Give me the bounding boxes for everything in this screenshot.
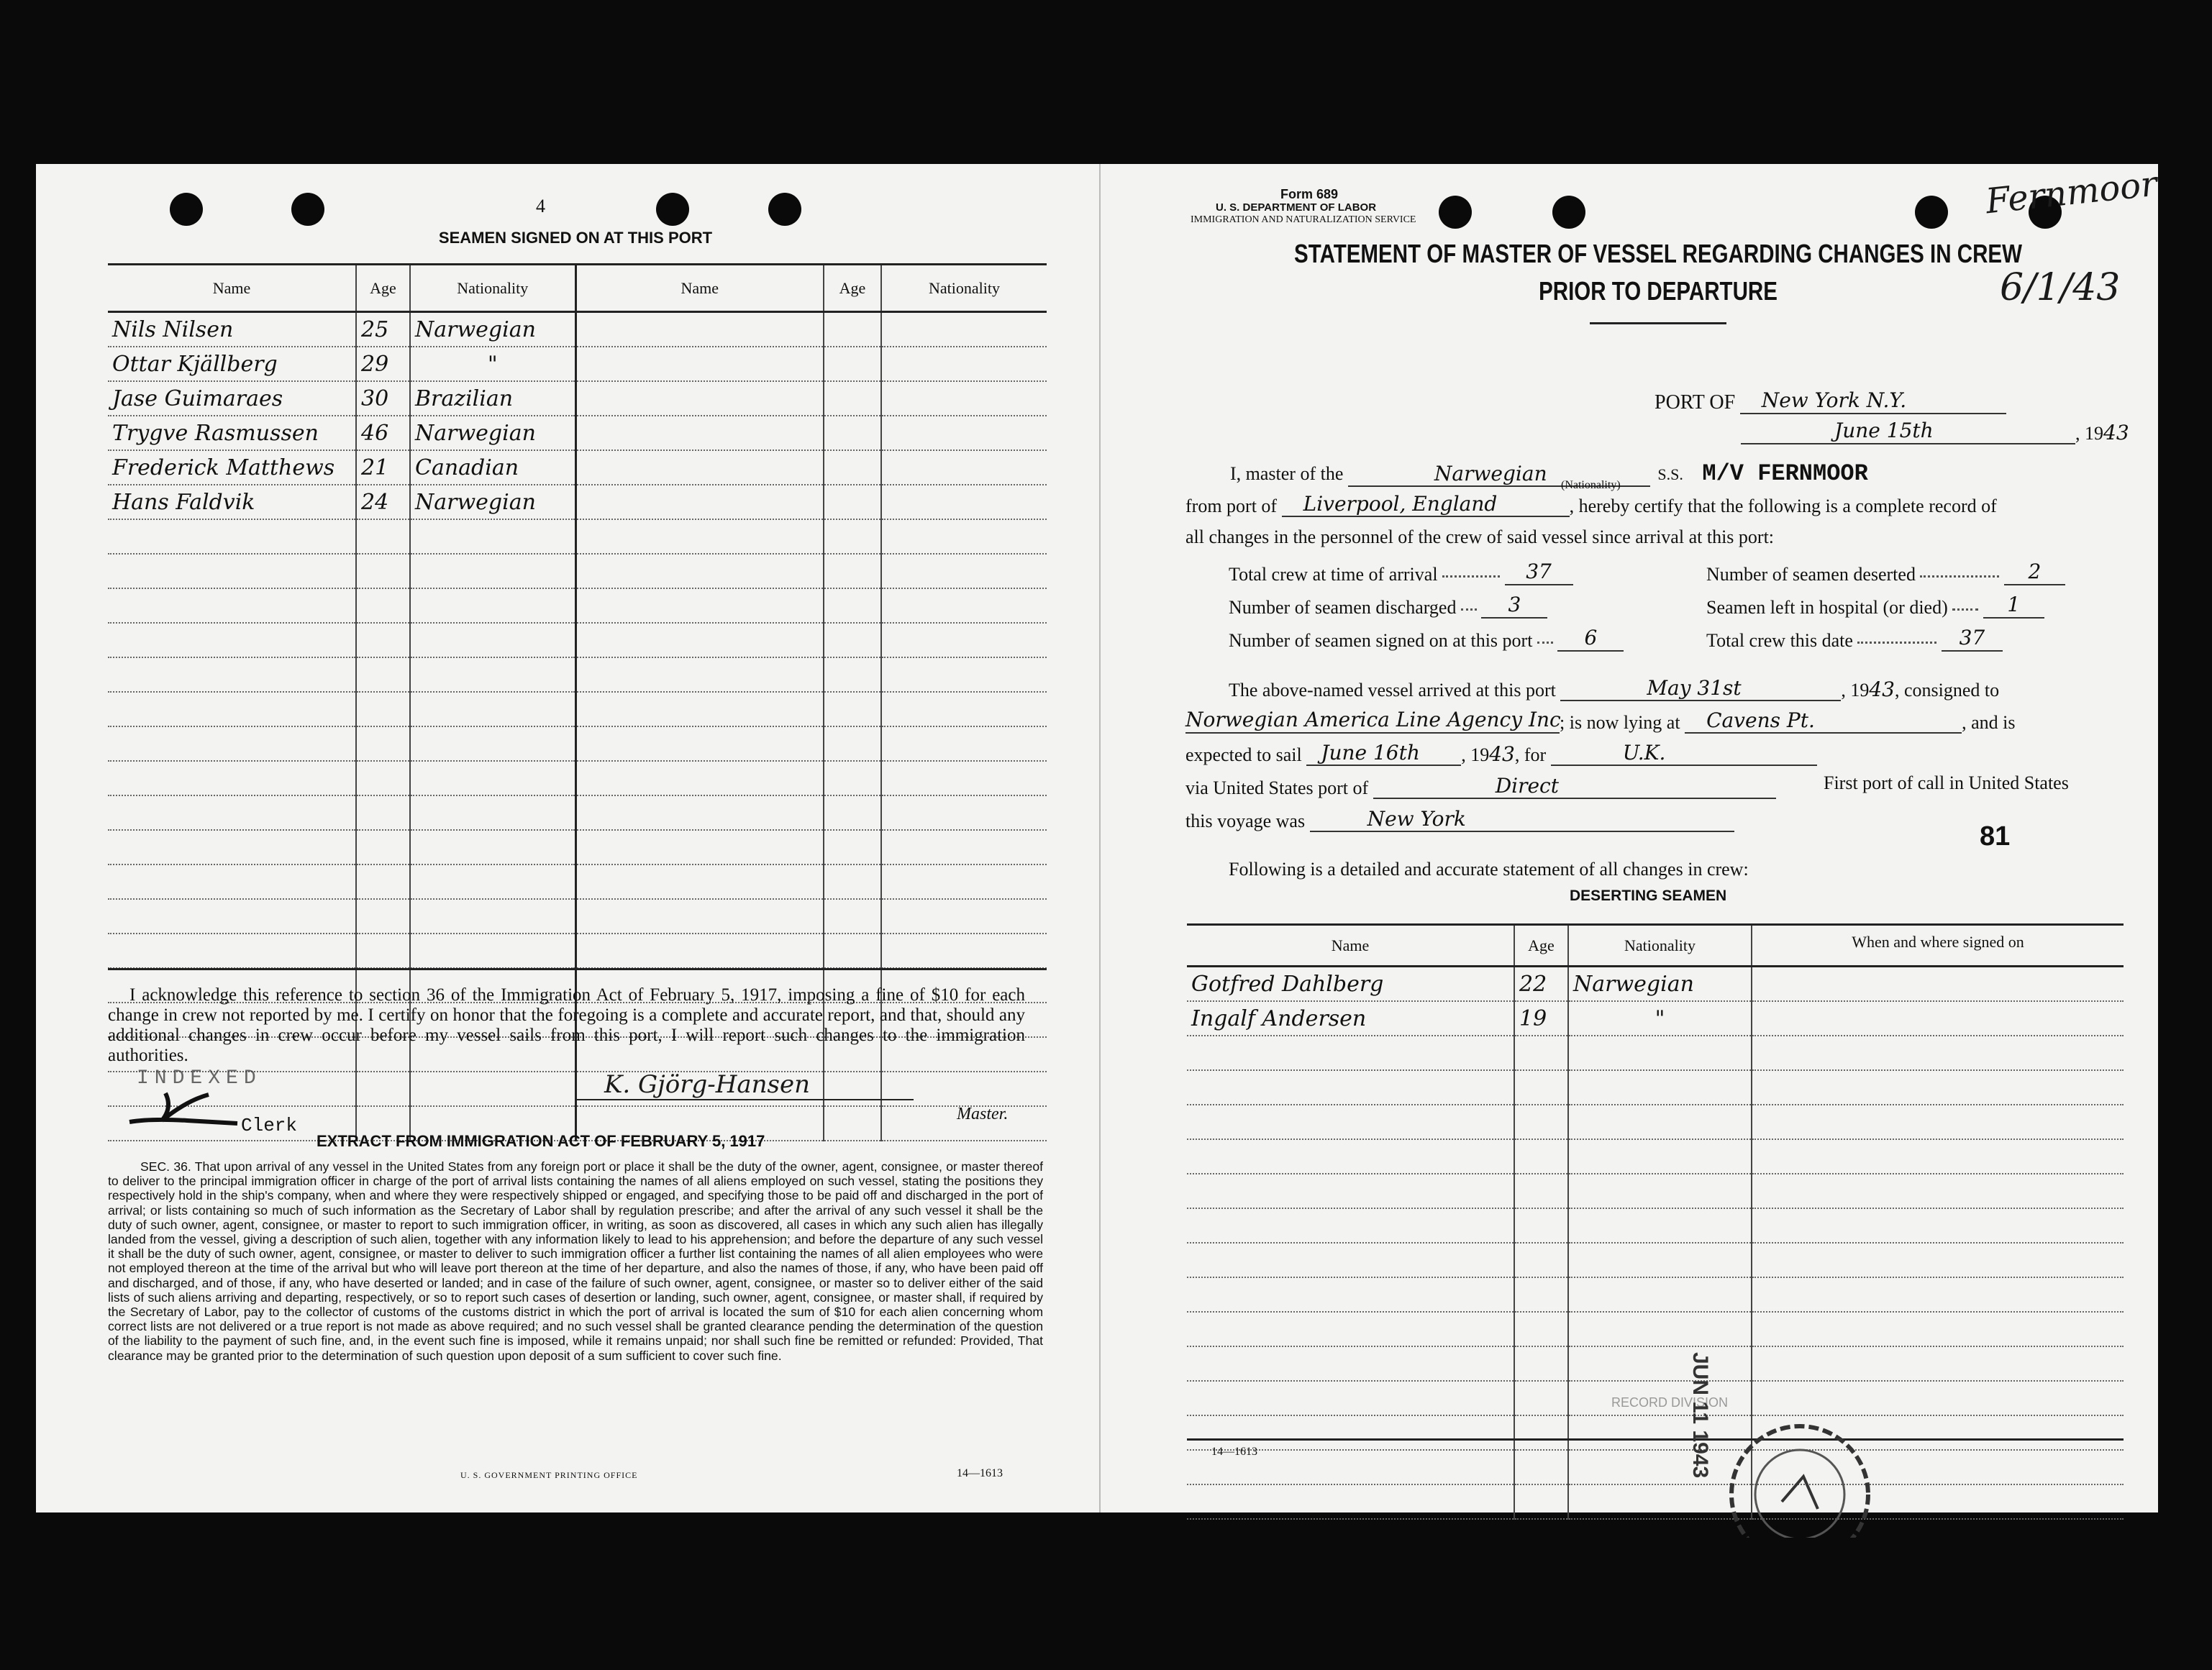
arrived-label: The above-named vessel arrived at this port bbox=[1229, 680, 1556, 701]
from-port-label: from port of bbox=[1185, 496, 1278, 516]
signed-on-count: 6 bbox=[1557, 626, 1624, 652]
table-row bbox=[108, 554, 1047, 588]
total-date-row bbox=[1706, 626, 2003, 652]
deserter-signed-on bbox=[1752, 967, 2124, 1002]
via-row bbox=[1185, 774, 1776, 799]
table-row bbox=[1187, 1174, 2124, 1208]
for-label: , for bbox=[1514, 744, 1547, 765]
seaman-name: Frederick Matthews bbox=[108, 450, 356, 485]
department: U. S. DEPARTMENT OF LABOR bbox=[1216, 201, 1377, 214]
section-36-text: SEC. 36. That upon arrival of any vessel in the United States from any foreign port or place it shall be the duty of the owner, agent, consignee, or master thereof to deliver to the principal immigration officer in charge of the port of arrival lists containing the names of all aliens employed on such vessel, stating the positions they respectively hold in the ship's company, when and where they were respectively shipped or engaged, and specifying those to be paid off and discharged in the port of arrival; or lists containing so much of such information as the Secretary of Labor shall by regulation prescribe; and after the arrival of any such vessel it shall be the duty of such owner, agent, consignee, or master to report to such immigration officer, in writing, as soon as discovered, all cases in which any such alien has illegally landed from the vessel, giving a description of such alien, together with any information likely to lead to his apprehension; and before the departure of any such vessel it shall be the duty of such owner, agent, consignee, or master to deliver to such immigration officer a further list containing the names of all alien employees who were not employed thereon at the time of the arrival but who will leave port thereon at the time of her departure, and also the names of those, if any, who have been paid off and discharged, and of those, if any, who have deserted or landed; and in case of the failure of such owner, agent, consignee, or master so to deliver either of the said lists of such aliens arriving and departing, respectively, or so to report such cases of desertion or landing, such owner, agent, consignee, or master shall, if required by the Secretary of Labor, pay to the collector of customs of the customs district in which the port of arrival is located the sum of $10 for each alien concerning whom correct lists are not delivered or a true report is not made as above required; and no such vessel shall be granted clearance pending the determination of the question of the liability to the payment of such fine, and, in the event such fine is imposed, while it remains unpaid; nor shall such fine be remitted or refunded: Provided, That clearance may be granted prior to the determination of such question upon deposit of a sum sufficient to cover such fine. bbox=[108, 1159, 1043, 1363]
deserting-title: DESERTING SEAMEN bbox=[1570, 888, 1727, 904]
punch-hole bbox=[1552, 196, 1585, 229]
hospital-count: 1 bbox=[1983, 593, 2044, 619]
table-row bbox=[1187, 1277, 2124, 1312]
year-prefix: , 19 bbox=[2075, 423, 2103, 444]
table-row bbox=[108, 899, 1047, 934]
total-crew-date: 37 bbox=[1942, 626, 2003, 652]
changes-text: all changes in the personnel of the crew of said vessel since arrival at this port: bbox=[1185, 526, 1775, 547]
page-fold bbox=[1099, 164, 1101, 1512]
deserting-seamen-table bbox=[1187, 923, 2124, 1520]
punch-hole bbox=[291, 193, 324, 226]
consigned-label: , consigned to bbox=[1894, 680, 2000, 701]
table-bottom-rule bbox=[1187, 1438, 2124, 1441]
table-row bbox=[1187, 1139, 2124, 1174]
extract-title: EXTRACT FROM IMMIGRATION ACT OF FEBRUARY 5, 1917 bbox=[317, 1132, 765, 1150]
form-title-line1: STATEMENT OF MASTER OF VESSEL REGARDING CHANGES IN CREW bbox=[1294, 239, 2022, 268]
master-row bbox=[1230, 460, 1868, 487]
column-header: Age bbox=[356, 265, 410, 312]
arrived-date: May 31st bbox=[1560, 676, 1841, 701]
corner-date: 6/1/43 bbox=[2000, 266, 2121, 309]
service-name: IMMIGRATION AND NATURALIZATION SERVICE bbox=[1191, 214, 1416, 225]
table-row bbox=[1187, 1346, 2124, 1381]
seaman-name: Ottar Kjällberg bbox=[108, 347, 356, 381]
table-row bbox=[108, 381, 1047, 416]
table-row bbox=[108, 657, 1047, 692]
destination: U.K. bbox=[1551, 741, 1817, 766]
corner-note: Fernmoor bbox=[1983, 163, 2159, 222]
table-row bbox=[1187, 967, 2124, 1002]
column-header: Age bbox=[1514, 925, 1568, 967]
table-row bbox=[108, 795, 1047, 830]
from-port-value: Liverpool, England bbox=[1282, 492, 1570, 517]
table-row bbox=[1187, 1312, 2124, 1346]
table-row bbox=[1187, 1105, 2124, 1139]
deserter-age: 22 bbox=[1514, 967, 1568, 1002]
seaman-nationality: Brazilian bbox=[410, 381, 575, 416]
table-row bbox=[1187, 1001, 2124, 1036]
total-arrival-row bbox=[1229, 560, 1573, 585]
column-header: Name bbox=[108, 265, 356, 312]
title-underline bbox=[1590, 322, 1726, 324]
page-stamp: 81 bbox=[1980, 821, 2011, 852]
sail-date: June 16th bbox=[1306, 741, 1461, 766]
table-row bbox=[1187, 1415, 2124, 1450]
master-label: Master. bbox=[957, 1105, 1009, 1123]
column-header: When and where signed on bbox=[1752, 925, 2124, 967]
lying-label: ; is now lying at bbox=[1560, 712, 1680, 733]
seaman-age: 25 bbox=[356, 312, 410, 347]
table-row bbox=[108, 726, 1047, 761]
seaman-nationality: Canadian bbox=[410, 450, 575, 485]
received-date-stamp: JUN 11 1943 bbox=[1688, 1352, 1712, 1479]
lying-at: Cavens Pt. bbox=[1685, 708, 1962, 734]
master-signature: K. Gjörg-Hansen bbox=[604, 1070, 810, 1099]
sail-year: 43 bbox=[1489, 742, 1515, 766]
punch-hole bbox=[656, 193, 689, 226]
table-row bbox=[1187, 1070, 2124, 1105]
table-bottom-rule bbox=[108, 968, 1047, 970]
form-number: Form 689 bbox=[1280, 187, 1339, 201]
following-text: Following is a detailed and accurate statement of all changes in crew: bbox=[1229, 859, 1749, 880]
column-header: Name bbox=[575, 265, 824, 312]
column-header: Age bbox=[824, 265, 881, 312]
table-row bbox=[108, 588, 1047, 623]
total-crew-date-label: Total crew this date bbox=[1706, 630, 1853, 651]
printer-imprint: U. S. GOVERNMENT PRINTING OFFICE bbox=[460, 1470, 638, 1480]
form-code-left: 14—1613 bbox=[957, 1467, 1003, 1479]
deserted-label: Number of seamen deserted bbox=[1706, 564, 1916, 585]
year-value: 43 bbox=[2103, 421, 2129, 444]
seaman-name: Trygve Rasmussen bbox=[108, 416, 356, 450]
voyage-row bbox=[1185, 807, 1734, 832]
via-label: via United States port of bbox=[1185, 777, 1369, 798]
seaman-nationality: Narwegian bbox=[410, 485, 575, 519]
clerk-label: Clerk bbox=[241, 1115, 298, 1136]
punch-hole bbox=[170, 193, 203, 226]
punch-hole bbox=[1915, 196, 1948, 229]
form-title-line2: PRIOR TO DEPARTURE bbox=[1539, 276, 1778, 306]
seaman-age: 24 bbox=[356, 485, 410, 519]
seaman-nationality: " bbox=[410, 347, 575, 381]
via-port: Direct bbox=[1373, 774, 1776, 799]
vessel-nationality: Narwegian bbox=[1348, 462, 1650, 487]
port-of-label: PORT OF bbox=[1655, 391, 1736, 414]
deserter-name: Gotfred Dahlberg bbox=[1187, 967, 1514, 1002]
seaman-name: Nils Nilsen bbox=[108, 312, 356, 347]
column-header: Name bbox=[1187, 925, 1514, 967]
table-row bbox=[108, 312, 1047, 347]
table-row bbox=[1187, 1243, 2124, 1277]
table-row bbox=[108, 830, 1047, 864]
deserter-signed-on bbox=[1752, 1001, 2124, 1036]
seaman-nationality: Narwegian bbox=[410, 416, 575, 450]
signature-line bbox=[575, 1099, 914, 1100]
acknowledgement-text: I acknowledge this reference to section 36 of the Immigration Act of February 5, 1917, imposing a fine of $10 for each change in crew not reported by me. I certify on honor that the foregoing is a complete and accurate report, and that, should any additional changes in crew occur before my vessel sails from this port, I will report such changes to the immigration authorities. bbox=[108, 985, 1025, 1065]
section-title: SEAMEN SIGNED ON AT THIS PORT bbox=[438, 229, 713, 247]
table-row bbox=[1187, 1484, 2124, 1519]
seaman-name: Jase Guimaraes bbox=[108, 381, 356, 416]
master-of-the-label: I, master of the bbox=[1230, 463, 1344, 484]
column-header: Nationality bbox=[881, 265, 1047, 312]
voyage-label: this voyage was bbox=[1185, 811, 1306, 831]
indexed-stamp: INDEXED bbox=[137, 1067, 262, 1090]
discharged-row bbox=[1229, 593, 1547, 619]
expected-label: expected to sail bbox=[1185, 744, 1302, 765]
discharged-label: Number of seamen discharged bbox=[1229, 597, 1457, 618]
clerk-initials bbox=[122, 1086, 245, 1129]
table-row bbox=[108, 623, 1047, 657]
seaman-age: 21 bbox=[356, 450, 410, 485]
port-row bbox=[1655, 388, 2006, 414]
seaman-name: Hans Faldvik bbox=[108, 485, 356, 519]
hospital-row bbox=[1706, 593, 2044, 619]
arrival-row: The above-named vessel arrived at this port May 31st , 1943, consigned to bbox=[1229, 676, 2000, 701]
table-row bbox=[108, 519, 1047, 554]
table-row bbox=[108, 934, 1047, 968]
total-crew-arrival: 37 bbox=[1505, 560, 1573, 585]
table-row bbox=[108, 416, 1047, 450]
deserter-nationality: " bbox=[1568, 1001, 1752, 1036]
consignee: Norwegian America Line Agency Inc bbox=[1185, 708, 1560, 734]
deserter-nationality: Narwegian bbox=[1568, 967, 1752, 1002]
deserted-row bbox=[1706, 560, 2065, 585]
table-row bbox=[108, 485, 1047, 519]
arrived-year: 43 bbox=[1869, 677, 1895, 701]
table-row bbox=[108, 761, 1047, 795]
table-row bbox=[1187, 1450, 2124, 1484]
table-row bbox=[1187, 1036, 2124, 1070]
date-value: June 15th bbox=[1741, 419, 2075, 444]
first-port: New York bbox=[1310, 807, 1734, 832]
consignee-row bbox=[1185, 708, 2015, 734]
signed-on-row bbox=[1229, 626, 1624, 652]
vessel-name: M/V FERNMOOR bbox=[1702, 460, 1868, 487]
nationality-caption: (Nationality) bbox=[1561, 479, 1621, 491]
form-code-right: 14—1613 bbox=[1211, 1446, 1257, 1458]
deserted-count: 2 bbox=[2004, 560, 2065, 585]
table-row bbox=[108, 692, 1047, 726]
record-division-stamp: RECORD DIVISION bbox=[1611, 1395, 1729, 1410]
and-is-label: , and is bbox=[1962, 712, 2016, 733]
punch-hole bbox=[768, 193, 801, 226]
hospital-label: Seamen left in hospital (or died) bbox=[1706, 597, 1948, 618]
column-header: Nationality bbox=[410, 265, 575, 312]
from-port-row bbox=[1185, 492, 1997, 517]
seaman-age: 46 bbox=[356, 416, 410, 450]
certify-text: , hereby certify that the following is a complete record of bbox=[1569, 496, 1997, 516]
seaman-age: 30 bbox=[356, 381, 410, 416]
seaman-age: 29 bbox=[356, 347, 410, 381]
column-header: Nationality bbox=[1568, 925, 1752, 967]
ss-label: S.S. bbox=[1657, 465, 1683, 483]
sail-row: expected to sail June 16th , 1943, for U.K. bbox=[1185, 741, 1817, 766]
deserter-age: 19 bbox=[1514, 1001, 1568, 1036]
table-row bbox=[108, 864, 1047, 899]
table-row bbox=[108, 450, 1047, 485]
discharged-count: 3 bbox=[1481, 593, 1547, 619]
first-port-label: First port of call in United States bbox=[1824, 772, 2069, 793]
port-value: New York N.Y. bbox=[1740, 388, 2006, 414]
circular-seal-stamp bbox=[1706, 1415, 1893, 1538]
seaman-nationality: Narwegian bbox=[410, 312, 575, 347]
table-row bbox=[108, 347, 1047, 381]
deserter-name: Ingalf Andersen bbox=[1187, 1001, 1514, 1036]
signed-on-label: Number of seamen signed on at this port bbox=[1229, 630, 1533, 651]
total-crew-arrival-label: Total crew at time of arrival bbox=[1229, 564, 1438, 585]
page-number: 4 bbox=[536, 196, 545, 216]
date-row bbox=[1741, 419, 2129, 444]
table-row bbox=[1187, 1208, 2124, 1243]
